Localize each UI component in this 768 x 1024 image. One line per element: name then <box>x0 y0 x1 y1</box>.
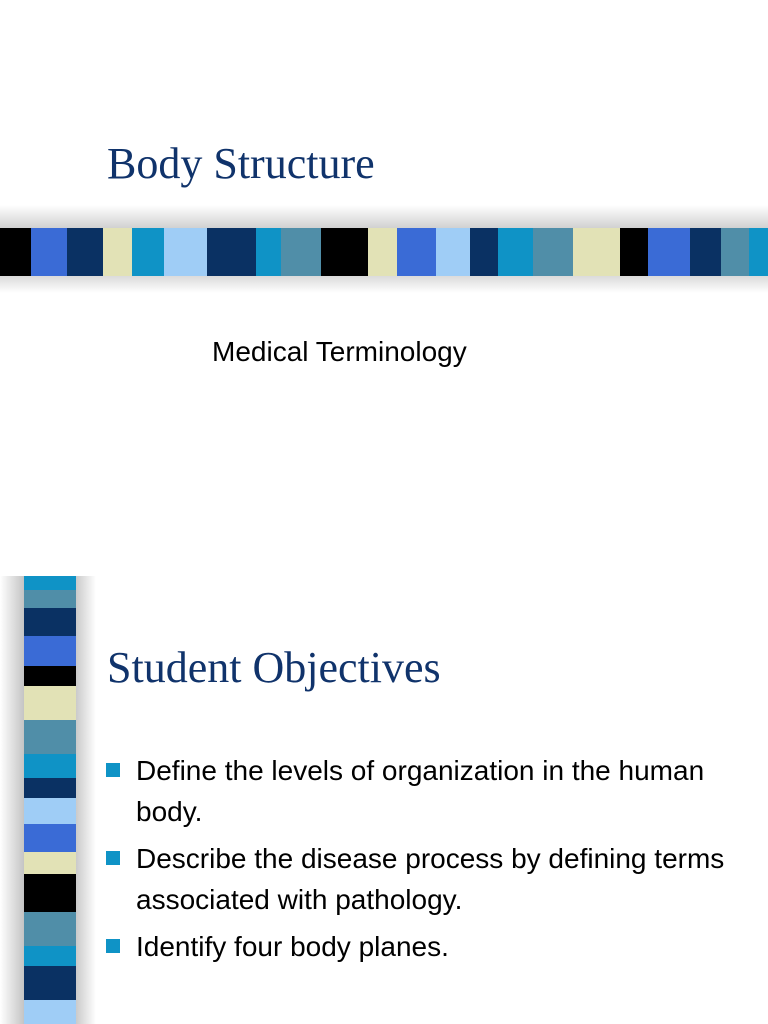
square-bullet-icon <box>106 939 120 953</box>
slide-title: Body Structure <box>107 139 375 188</box>
horizontal-mosaic-band <box>0 228 768 276</box>
objectives-slide <box>0 576 768 1024</box>
list-item <box>104 838 744 920</box>
square-bullet-icon <box>106 763 120 777</box>
bullet-text: Identify four body planes. <box>136 931 449 962</box>
list-item <box>104 750 744 832</box>
list-item <box>104 926 744 967</box>
slide-subtitle: Medical Terminology <box>212 336 467 367</box>
bullet-text: Describe the disease process by defining terms associated with pathology. <box>136 843 725 915</box>
vertical-mosaic-band <box>24 576 76 1024</box>
objectives-list <box>104 750 744 973</box>
slide-title: Student Objectives <box>107 643 441 692</box>
square-bullet-icon <box>106 851 120 865</box>
bullet-text: Define the levels of organization in the human body. <box>136 755 705 827</box>
